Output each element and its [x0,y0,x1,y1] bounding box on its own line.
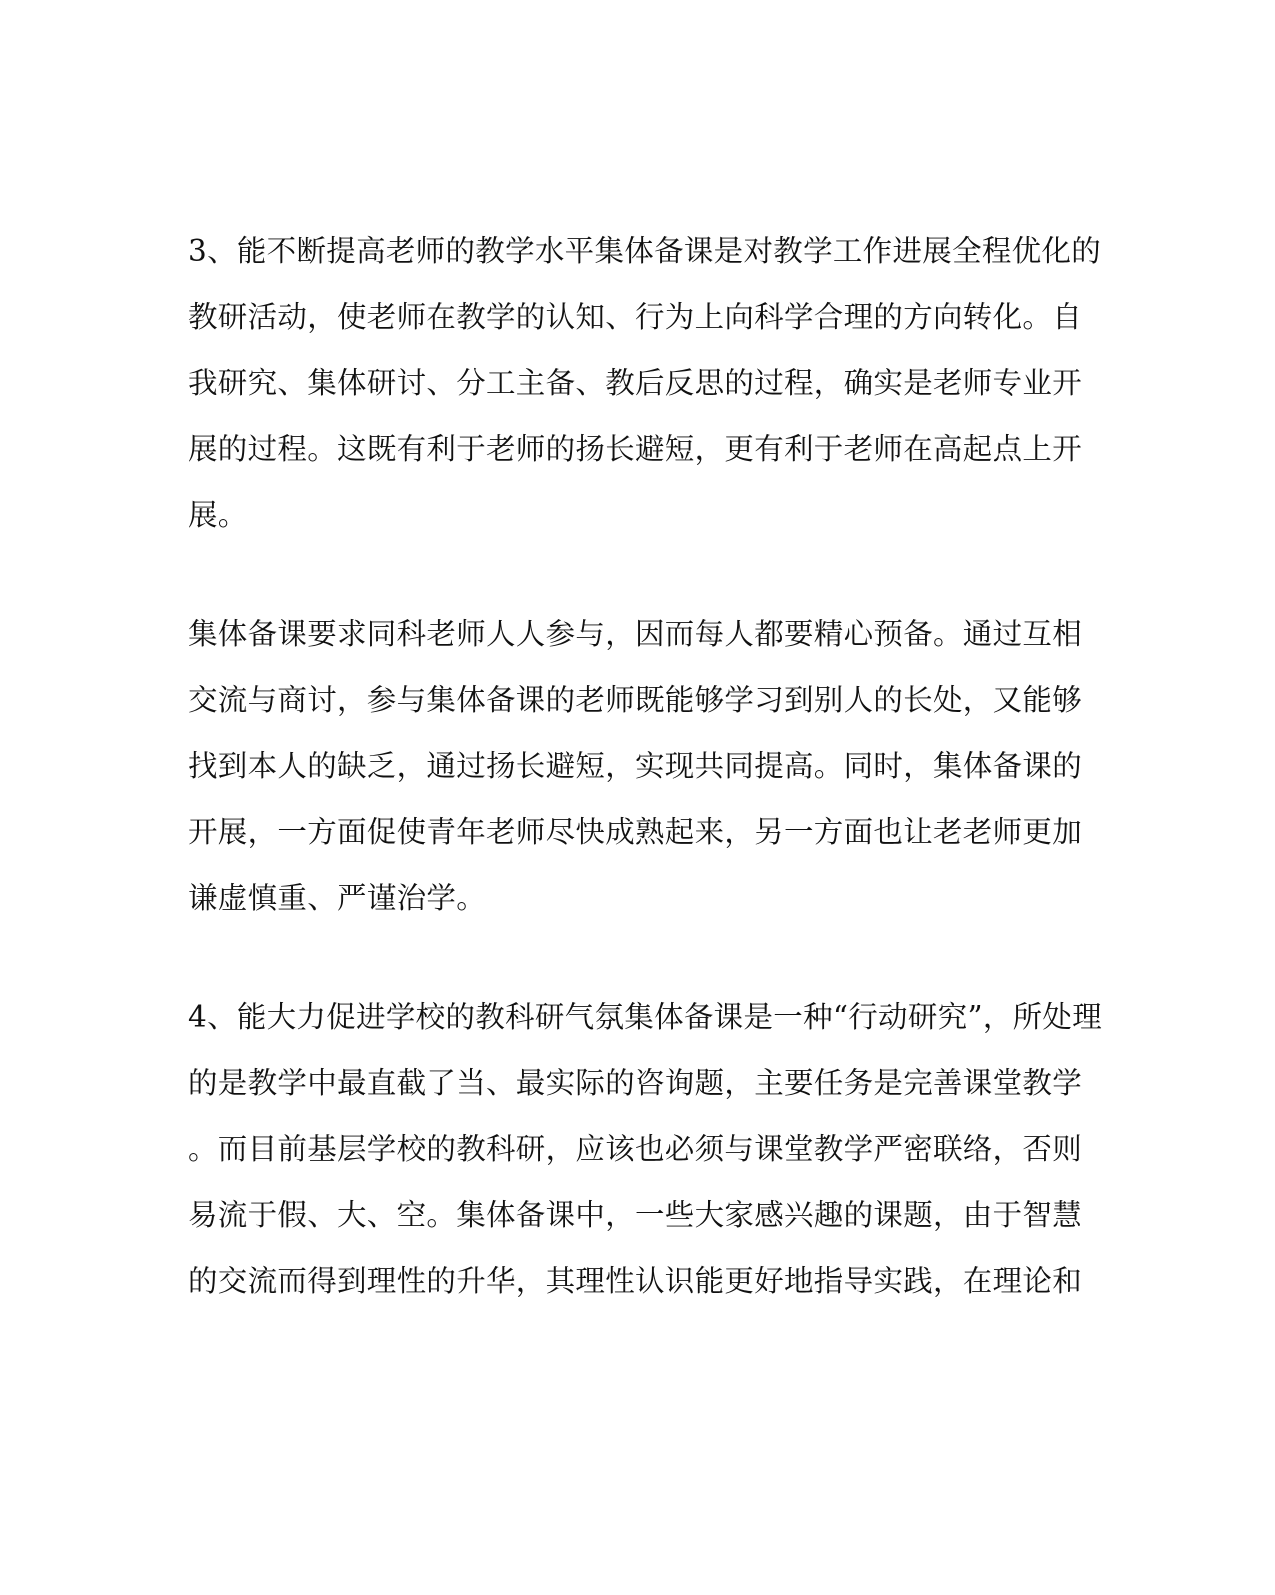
text-line: 谦虚慎重、严谨治学。 [188,881,487,915]
text-line: 展。 [188,498,248,532]
paragraph-collective-preparation [188,601,1083,931]
text-line: 的是教学中最直截了当、最实际的咨询题，主要任务是完善课堂教学 [188,1066,1083,1100]
text-line: 的交流而得到理性的升华，其理性认识能更好地指导实践，在理论和 [188,1264,1083,1298]
text-line: 找到本人的缺乏，通过扬长避短，实现共同提高。同时，集体备课的 [188,749,1083,783]
text-line: 3、能不断提高老师的教学水平集体备课是对教学工作进展全程优化的 [188,234,1102,268]
text-line: 。而目前基层学校的教科研，应该也必须与课堂教学严密联络，否则 [188,1132,1083,1166]
text-line: 展的过程。这既有利于老师的扬长避短，更有利于老师在高起点上开 [188,432,1083,466]
text-line: 4、能大力促进学校的教科研气氛集体备课是一种“行动研究”，所处理 [188,1000,1103,1034]
text-line: 集体备课要求同科老师人人参与，因而每人都要精心预备。通过互相 [188,617,1083,651]
text-line: 我研究、集体研讨、分工主备、教后反思的过程，确实是老师专业开 [188,366,1083,400]
text-line: 开展，一方面促使青年老师尽快成熟起来，另一方面也让老老师更加 [188,815,1083,849]
text-line: 教研活动，使老师在教学的认知、行为上向科学合理的方向转化。自 [188,300,1083,334]
paragraph-research-atmosphere [188,984,1103,1314]
text-line: 交流与商讨，参与集体备课的老师既能够学习到别人的长处，又能够 [188,683,1083,717]
text-line: 易流于假、大、空。集体备课中，一些大家感兴趣的课题，由于智慧 [188,1198,1083,1232]
paragraph-teaching-level [188,218,1102,548]
